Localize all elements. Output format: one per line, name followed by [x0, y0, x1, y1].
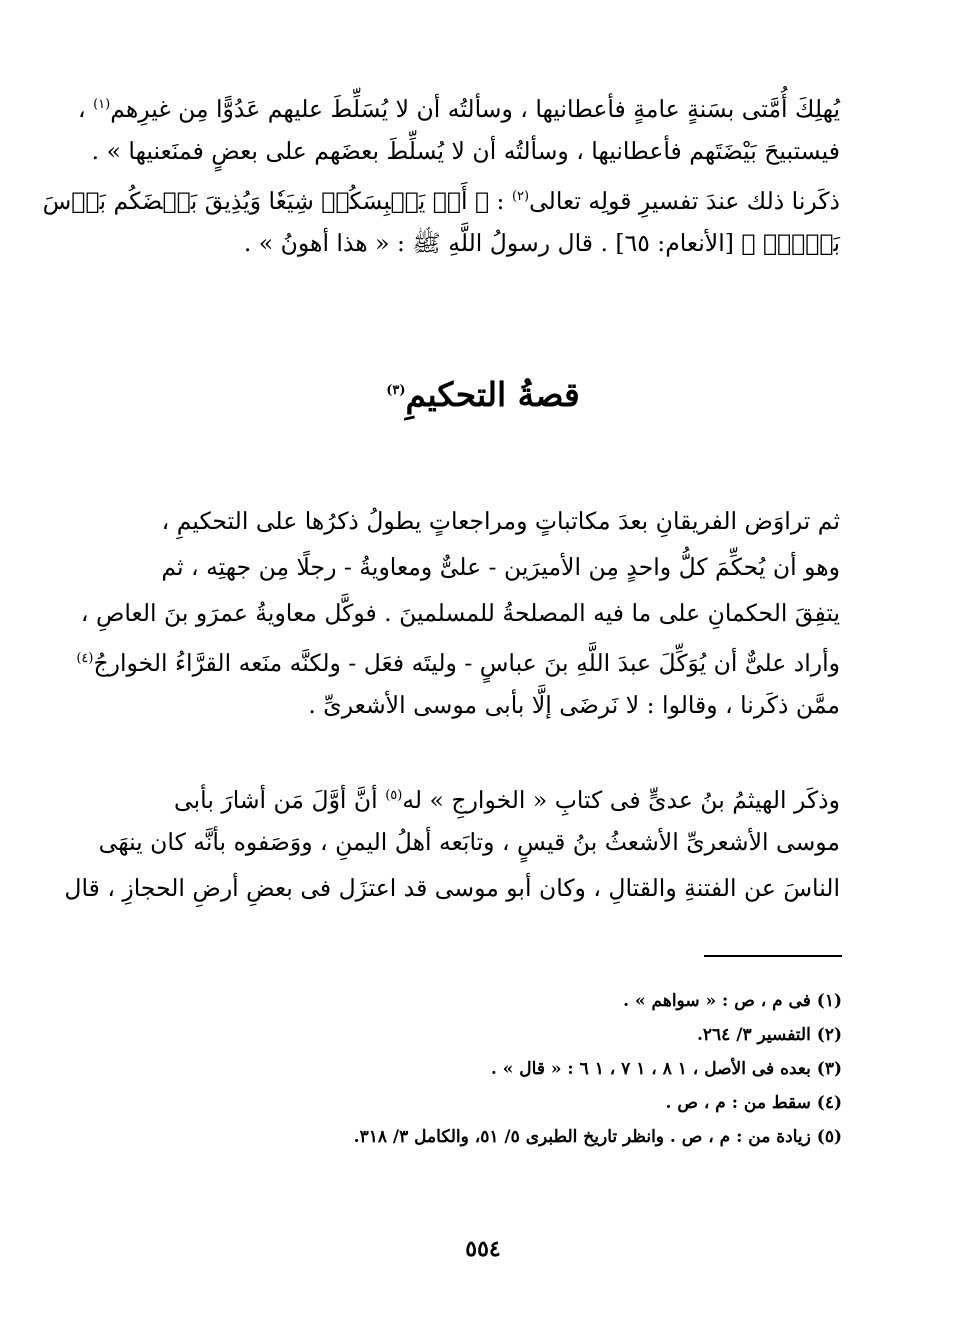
- section-title: قصةُ التحكيمِ: [405, 375, 580, 414]
- footnote-ref: (٤): [76, 651, 94, 666]
- footnote: (٢) التفسير ٣/ ٢٦٤.: [697, 1025, 842, 1045]
- footnote-ref: (٢): [511, 189, 530, 204]
- text-line: بَعۡضٍۗ ﴾ [الأنعام: ٦٥] . قال رسولُ اللَّهِ ﷺ : « هذا أهونُ » .: [243, 229, 840, 257]
- text-line: وذكَر الهيثمُ بنُ عدىٍّ فى كتابِ « الخوارجِ » له$^{(٥)}$ أنَّ أوَّلَ مَن أشارَ بأبى: [174, 785, 840, 814]
- paragraph: [64, 773, 840, 911]
- footnote: (٣) بعده فى الأصل ، ١ ٨ ، ١ ٧ ، ١ ٦ : « قال » .: [490, 1059, 842, 1079]
- footnote: (١) فى م ، ص : « سواهم » .: [623, 991, 842, 1011]
- footnote-ref: (٥): [385, 788, 403, 803]
- footnote-ref: (١): [93, 97, 111, 112]
- text-line: فيستبيحَ بَيْضَتَهم فأعطانيها ، وسألتُه أن لا يُسلِّطَ بعضَهم على بعضٍ فمنَعنيها » .: [91, 137, 840, 165]
- footnote-ref: (٣): [386, 383, 406, 398]
- footnote-divider: [704, 955, 842, 957]
- text-line: يتفِقَ الحكمانِ على ما فيه المصلحةُ للمسلمينَ . فوكَّل معاويةُ عمرَو بنَ العاصِ ،: [80, 599, 840, 627]
- text-line: ممَّن ذكَرنا ، وقالوا : لا نَرضَى إلَّا بأبى موسى الأشعرىِّ .: [308, 691, 840, 719]
- section-heading: [0, 365, 966, 421]
- text-line: موسى الأشعرىِّ الأشعثُ بنُ قيسٍ ، وتابَعه أهلُ اليمنِ ، ووَصَفوه بأنَّه كان ينهَى: [98, 828, 840, 856]
- text-line: يُهلِكَ أُمَّتى بسَنةٍ عامةٍ فأعطانيها ، وسألتُه أن لا يُسَلِّطَ عليهم عَدُوًّا مِن غيرِهم$^{(١)}$ ،: [78, 94, 840, 123]
- text-line: ذكَرنا ذلك عندَ تفسيرِ قولِه تعالى$^{(٢)}$ : ﴿ أَوۡ يَلۡبِسَكُمۡ شِيَعٗا وَيُذِيقَ بَعۡضَكُم بَأۡسَ: [42, 186, 840, 215]
- footnote: (٤) سقط من : م ، ص .: [665, 1093, 842, 1113]
- text-line: وهو أن يُحكِّمَ كلُّ واحدٍ مِن الأميرَين - علىٌّ ومعاويةُ - رجلًا مِن جهتِه ، ثم: [161, 553, 840, 581]
- text-line: الناسَ عن الفتنةِ والقتالِ ، وكان أبو موسى قد اعتزَل فى بعضِ أرضِ الحجازِ ، قال: [64, 874, 840, 902]
- text-line: ثم تراوَض الفريقانِ بعدَ مكاتباتٍ ومراجعاتٍ يطولُ ذكرُها على التحكيمِ ،: [161, 507, 840, 535]
- quran-quote: : ﴿ أَوۡ يَلۡبِسَكُمۡ شِيَعٗا وَيُذِيقَ بَعۡضَكُم بَأۡسَ: [42, 186, 505, 215]
- continuation-text: [42, 82, 840, 266]
- footnote: (٥) زيادة من : م ، ص . وانظر تاريخ الطبرى ٥/ ٥١، والكامل ٣/ ٣١٨.: [353, 1127, 842, 1147]
- paragraph: [76, 498, 840, 728]
- page-number: ٥٥٤: [465, 1236, 501, 1262]
- text-line: وأراد علىٌّ أن يُوَكِّلَ عبدَ اللَّهِ بنَ عباسٍ - وليتَه فعَل - ولكنَّه منَعه القرَّاءُ الخوارجُ$^{(٤)}$: [76, 648, 840, 677]
- footnotes: [300, 984, 842, 1154]
